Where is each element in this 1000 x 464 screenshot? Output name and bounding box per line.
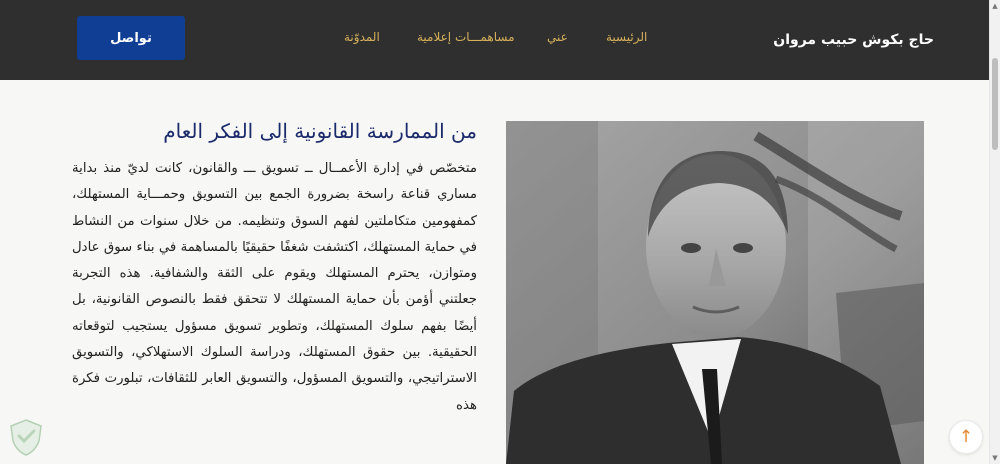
nav-blog[interactable]: المدوّنة <box>344 30 380 44</box>
nav-home[interactable]: الرئيسية <box>606 30 648 44</box>
about-article <box>72 116 477 419</box>
nav-media-contributions[interactable]: مساهمـــات إعلامية <box>417 30 515 44</box>
top-navbar <box>0 0 990 80</box>
chevron-up-icon[interactable]: ▲ <box>992 2 998 10</box>
contact-button[interactable]: تواصل <box>77 16 185 60</box>
portrait-illustration <box>506 121 924 464</box>
shield-logo <box>8 418 44 456</box>
site-brand[interactable]: حاج بكوش حبيب مروان <box>773 32 934 48</box>
chevron-down-icon[interactable]: ▼ <box>992 454 998 462</box>
profile-photo <box>506 121 924 464</box>
back-to-top-button[interactable] <box>949 420 983 454</box>
nav-about[interactable]: عني <box>547 30 568 44</box>
article-body: متخصّص في إدارة الأعمــال ــ تسويق ـــ والقانون، كانت لديّ منذ بداية مساري قناعة راسخة بضرورة الجمع بين التسويق وحمـــاية المستهلك، كمفهومين متكاملتين لفهم السوق وتنظيمه. من خلال سنوات من النشاط في حماية المستهلك، اكتشفت شغفًا حقيقيًا بالمساهمة في بناء سوق عادل ومتوازن، يحترم المستهلك ويقوم على الثقة والشفافية. هذه التجربة جعلتني أؤمن بأن حماية المستهلك لا تتحقق فقط بالنصوص القانونية، بل أيضًا بفهم سلوك المستهلك، وتطوير تسويق مسؤول يستجيب لتوقعاته الحقيقية. بين حقوق المستهلك، ودراسة السلوك الاستهلاكي، والتسويق الاستراتيجي، والتسويق المسؤول، والتسويق العابر للثقافات، تبلورت فكرة هذه <box>72 161 477 413</box>
scrollbar-thumb[interactable] <box>992 58 998 150</box>
arrow-up-icon: ↑ <box>958 427 974 447</box>
article-title: من الممارسة القانونية إلى الفكر العام <box>163 119 477 143</box>
page-scrollbar[interactable] <box>989 0 1000 464</box>
